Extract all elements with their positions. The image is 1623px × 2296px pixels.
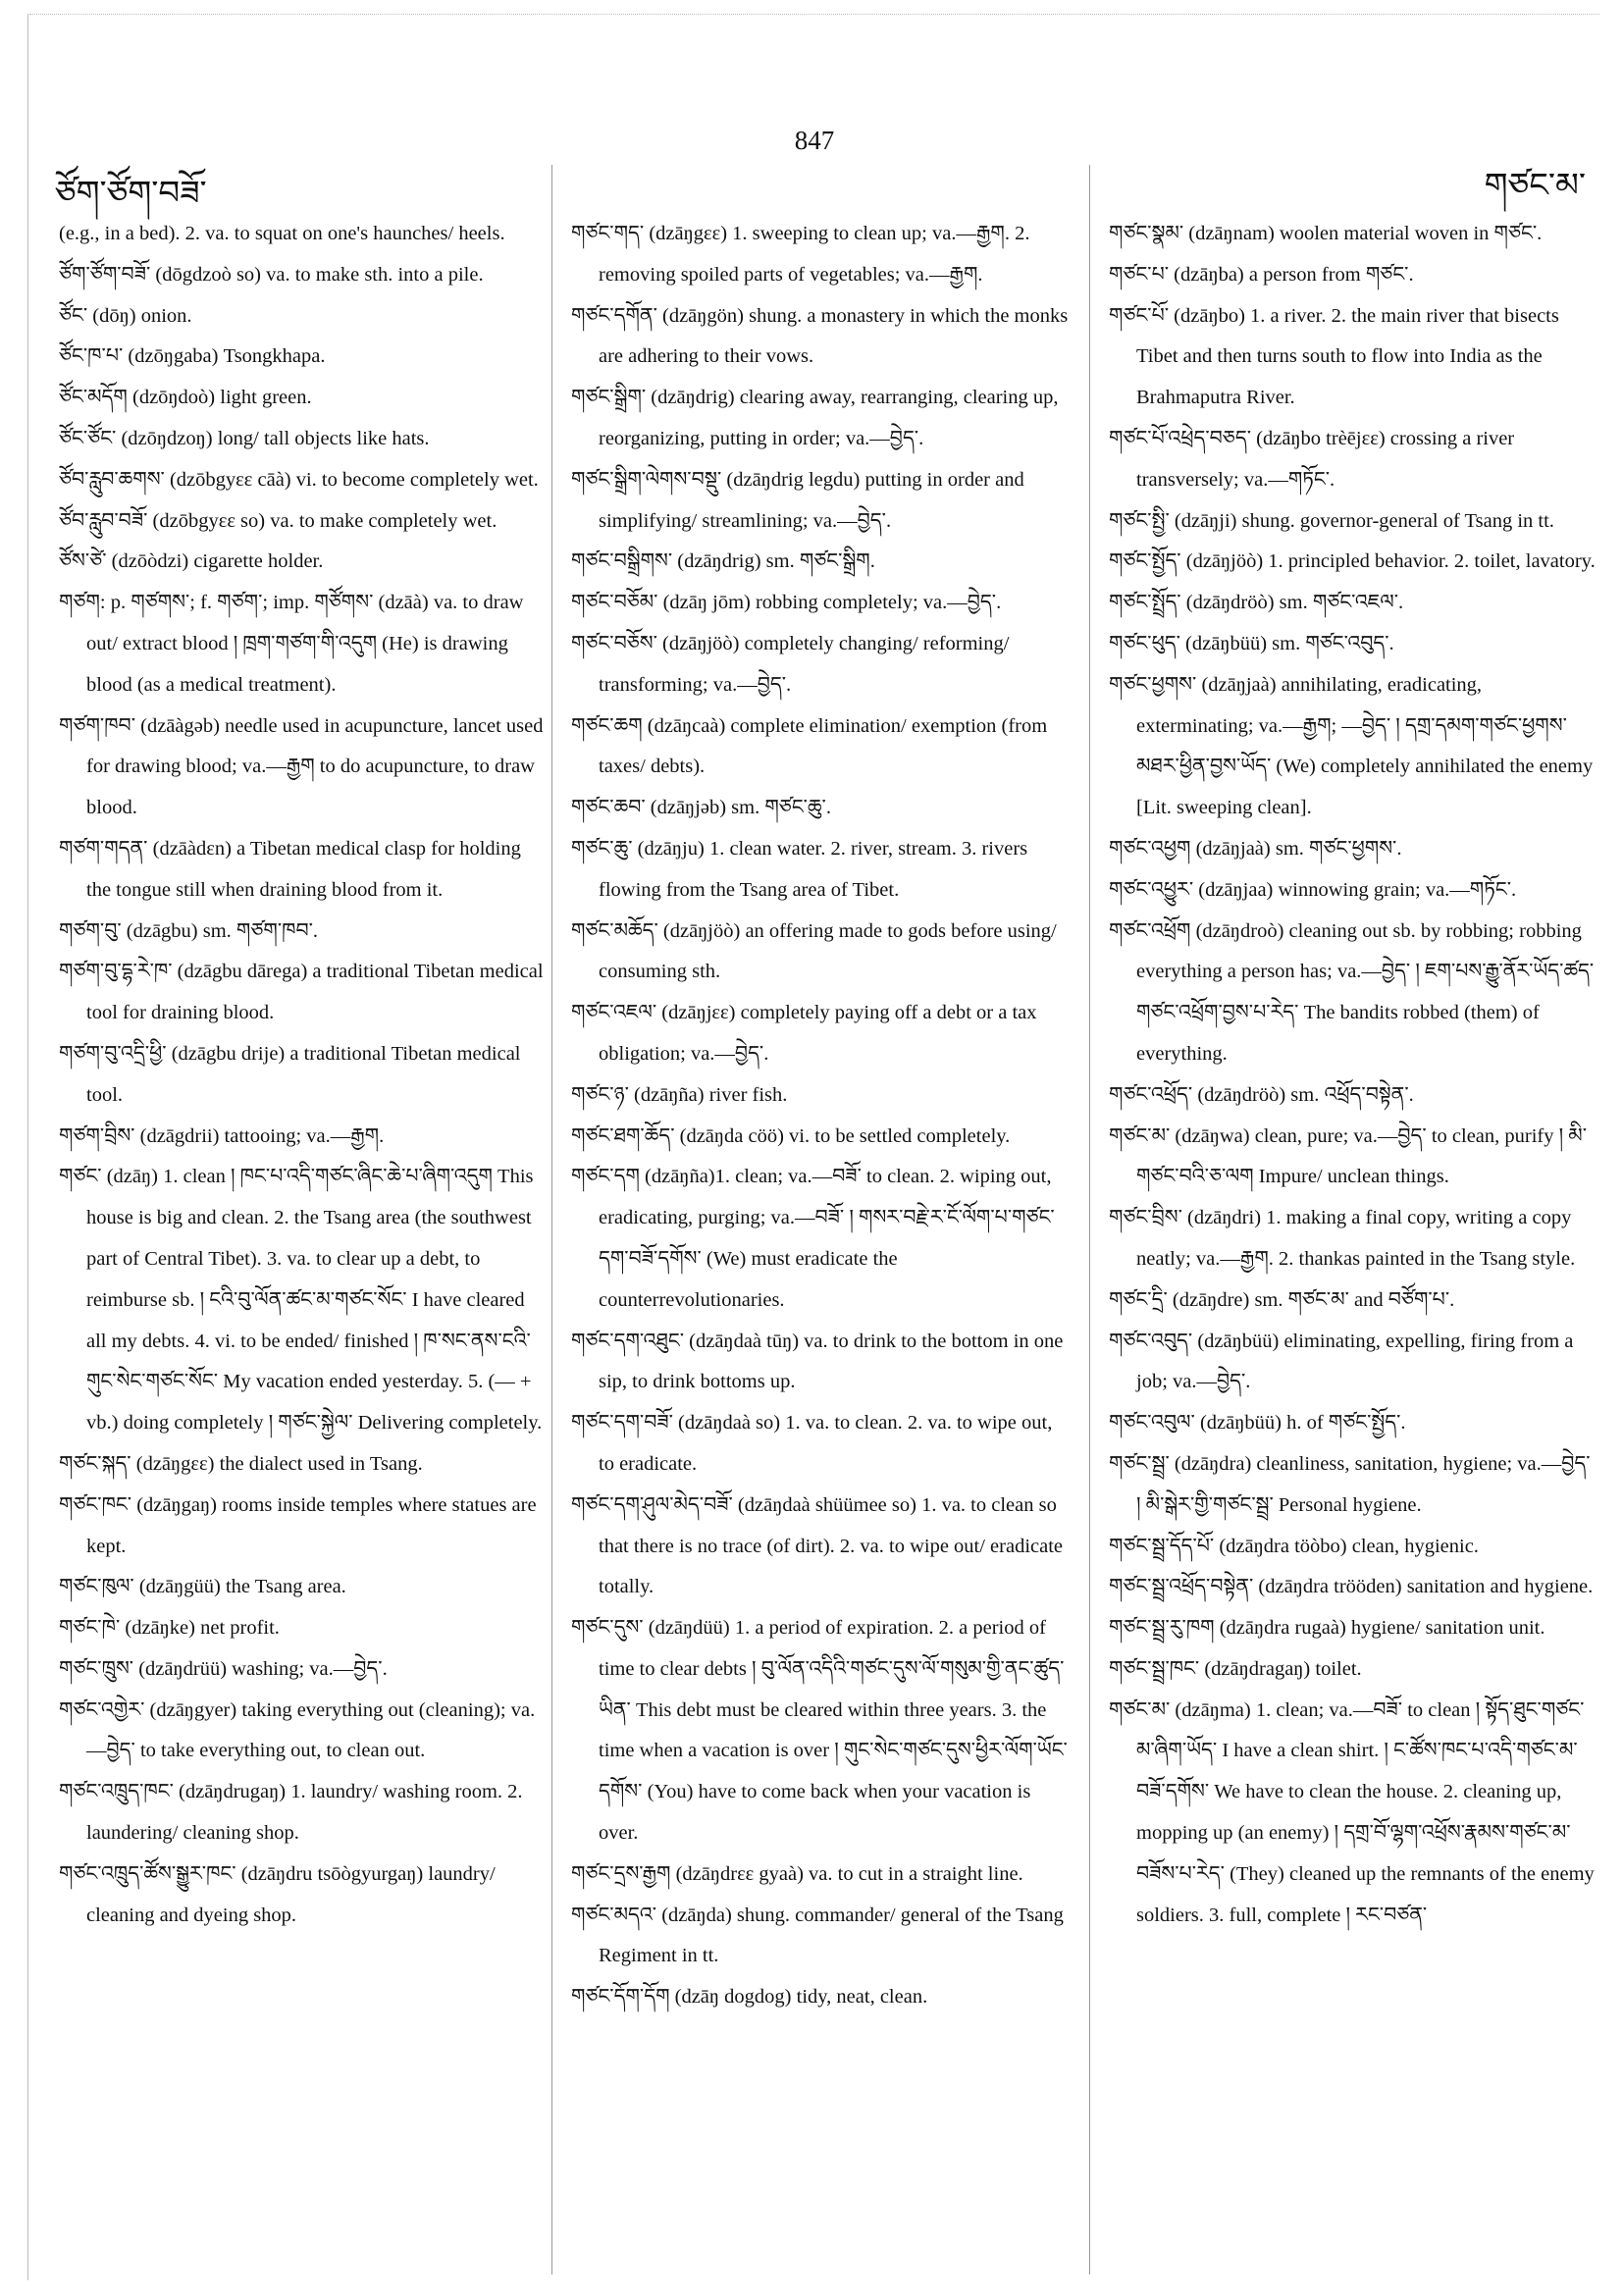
- page-header: [0, 126, 1623, 213]
- dictionary-entry: གཙང་དུས་ (dzāŋdüü) 1. a period of expiration. 2. a period of time to clear debts ། བུ་ལོན་འདིའི་གཙང་དུས་ལོ་གསུམ་གྱི་ནང་ཚུད་ཡིན་ This debt must be cleared within three years. 3. the time when a vacation is over ། གུང་སེང་གཙང་དུས་ཕྱིར་ལོག་ཡོང་དགོས་ (You) have to come back when your vacation is over.: [571, 1617, 1068, 1845]
- dictionary-entry: གཙང་ཕུད་ (dzāŋbüü) sm. གཙང་འབུད་.: [1109, 632, 1394, 654]
- dictionary-entry: ཙོང་ཙོང་ (dzōŋdzoŋ) long/ tall objects like hats.: [59, 427, 430, 449]
- right-guide-word: གཙང་མ་: [1484, 166, 1586, 205]
- dictionary-entry: གཙང་དགོན་ (dzāŋgön) shung. a monastery in which the monks are adhering to their vows.: [571, 304, 1069, 368]
- dictionary-entry: གཙང་མ་ (dzāŋma) 1. clean; va.—བཟོ་ to clean ། སྟོད་ཐུང་གཙང་མ་ཞིག་ཡོད་ I have a clean shirt. ། ང་ཚོས་ཁང་པ་འདི་གཙང་མ་བཟོ་དགོས་ We have to clean the house. 2. cleaning up, mopping up (an enemy) ། དགྲ་བོ་ལྷག་འཕྲོས་རྣམས་གཙང་མ་བཟོས་པ་རེད་ (They) cleaned up the remnants of the enemy soldiers. 3. full, complete ། རང་བཙན་: [1109, 1698, 1595, 1926]
- dictionary-entry: གཙག་བུ་ (dzāgbu) sm. གཙག་ཁབ་.: [59, 919, 319, 942]
- dictionary-entry: གཙང་འབུལ་ (dzāŋbüü) h. of གཙང་སྤྱོད་.: [1109, 1412, 1406, 1435]
- dictionary-entry: གཙང་བྲིས་ (dzāŋdri) 1. making a final copy, writing a copy neatly; va.—རྒྱག. 2. thankas painted in the Tsang style.: [1109, 1207, 1576, 1270]
- dictionary-entry: གཙང་པ་ (dzāŋba) a person from གཙང་.: [1109, 263, 1414, 286]
- dictionary-entry: གཙང་གད་ (dzāŋgεε) 1. sweeping to clean up; va.—རྒྱག. 2. removing spoiled parts of vegetables; va.—རྒྱག.: [571, 223, 1030, 286]
- dictionary-entry: གཙང་སྦྲ་རུ་ཁག (dzāŋdra rugaà) hygiene/ sanitation unit.: [1109, 1617, 1545, 1640]
- column-2: [571, 214, 1070, 2018]
- dictionary-entry: གཙང་པོ་ (dzāŋbo) 1. a river. 2. the main river that bisects Tibet and then turns south to flow into India as the Brahmaputra River.: [1109, 304, 1559, 409]
- dictionary-entry: གཙང་འཁྲུད་ཚོས་སྒྱུར་ཁང་ (dzāŋdru tsōògyurgaŋ) laundry/ cleaning and dyeing shop.: [59, 1862, 496, 1926]
- dictionary-entry: ཙོས་ཙེ་ (dzōòdzi) cigarette holder.: [59, 550, 324, 573]
- dictionary-entry: གཙང་མདའ་ (dzāŋda) shung. commander/ general of the Tsang Regiment in tt.: [571, 1904, 1064, 1967]
- dictionary-entry: གཙང་སྦྲ་འཕྲོད་བསྟེན་ (dzāŋdra trööden) sanitation and hygiene.: [1109, 1576, 1594, 1598]
- dictionary-entry: གཙང་བསྒྲིགས་ (dzāŋdrig) sm. གཙང་སྒྲིག.: [571, 550, 875, 573]
- dictionary-entry: གཙང་སྤྱོད་ (dzāŋjöò) 1. principled behavior. 2. toilet, lavatory.: [1109, 550, 1596, 573]
- dictionary-entry: གཙང་དག (dzāŋña)1. clean; va.—བཟོ་ to clean. 2. wiping out, eradicating, purging; va.—བཟོ་ ། གསར་བརྗེ་ར་ངོ་ལོག་པ་གཙང་དག་བཟོ་དགོས་ (We) must eradicate the counterrevolutionaries.: [571, 1166, 1055, 1311]
- dictionary-entry: གཙང་ཆག (dzāŋcaà) complete elimination/ exemption (from taxes/ debts).: [571, 714, 1048, 778]
- dictionary-entry: གཙང་ཁང་ (dzāŋgaŋ) rooms inside temples where statues are kept.: [59, 1493, 537, 1557]
- dictionary-entry: གཙག་བུ་དྷ་རེ་ཁ་ (dzāgbu dārega) a traditional Tibetan medical tool for draining blood.: [59, 961, 544, 1024]
- dictionary-entry: གཙང་ཆབ་ (dzāŋjəb) sm. གཙང་ཆུ་.: [571, 797, 831, 819]
- dictionary-entry: གཙང་ཁྲུས་ (dzāŋdrüü) washing; va.—བྱེད་.: [59, 1657, 388, 1680]
- dictionary-entry: ཙོབ་རླུབ་ཆགས་ (dzōbgyεε cāà) vi. to become completely wet.: [59, 468, 539, 491]
- dictionary-entry: གཙང་དག་བཟོ་ (dzāŋdaà so) 1. va. to clean. 2. va. to wipe out, to eradicate.: [571, 1412, 1053, 1475]
- dictionary-entry: གཙང་འགྱེར་ (dzāŋgyer) taking everything out (cleaning); va.—བྱེད་ to take everything out, to clean out.: [59, 1698, 536, 1762]
- dictionary-entry: གཙང་སྣམ་ (dzāŋnam) woolen material woven in གཙང་.: [1109, 223, 1543, 244]
- dictionary-entry: གཙང་བཅོས་ (dzāŋjöò) completely changing/ reforming/ transforming; va.—བྱེད་.: [571, 632, 1010, 696]
- dictionary-entry: གཙང་འཁྲུད་ཁང་ (dzāŋdrugaŋ) 1. laundry/ washing room. 2. laundering/ cleaning shop.: [59, 1781, 523, 1845]
- dictionary-entry: ཙོང་ཁ་པ་ (dzōŋgaba) Tsongkhapa.: [59, 345, 326, 368]
- dictionary-entry: གཙང་སྤྱི་ (dzāŋji) shung. governor-general of Tsang in tt.: [1109, 509, 1554, 532]
- dictionary-entry: གཙག: p. གཙགས་; f. གཙག་; imp. གཙོགས་ (dzāà) va. to draw out/ extract blood ། ཁྲག་གཙག་གི་འདུག (He) is drawing blood (as a medical treatment).: [59, 592, 524, 696]
- dictionary-entry: གཙག་ཁབ་ (dzāàgəb) needle used in acupuncture, lancet used for drawing blood; va.—རྒྱག to do acupuncture, to draw blood.: [59, 714, 544, 819]
- dictionary-entry: གཙང་འཕྱུར་ (dzāŋjaa) winnowing grain; va.—གཏོང་.: [1109, 878, 1517, 901]
- dictionary-entry: གཙང་དྲས་རྒྱག (dzāŋdrεε gyaà) va. to cut in a straight line.: [571, 1862, 1023, 1885]
- dictionary-entry: གཙང་སྐད་ (dzāŋgεε) the dialect used in Tsang.: [59, 1452, 423, 1475]
- dictionary-entry: གཙང་དག་འཐུང་ (dzāŋdaà tūŋ) va. to drink to the bottom in one sip, to drink bottoms up.: [571, 1330, 1064, 1393]
- dictionary-entry: གཙང་ (dzāŋ) 1. clean ། ཁང་པ་འདི་གཙང་ཞིང་ཆེ་པ་ཞིག་འདུག This house is big and clean. 2. the Tsang area (the southwest part of Central Tibet). 3. va. to clear up a debt, to reimburse sb. ། ངའི་བུ་ལོན་ཚང་མ་གཙང་སོང་ I have cleared all my debts. 4. vi. to be ended/ finished ། ཁ་སང་ནས་ངའི་གུང་སེང་གཙང་སོང་ My vacation ended yesterday. 5. (— + vb.) doing completely ། གཙང་སྐྱེལ་ Delivering completely.: [59, 1166, 543, 1435]
- dictionary-entry: གཙང་བཅོམ་ (dzāŋ jōm) robbing completely; va.—བྱེད་.: [571, 592, 1002, 614]
- dictionary-entry: གཙང་སྦྲ་ (dzāŋdra) cleanliness, sanitation, hygiene; va.—བྱེད་ ། མི་སྒེར་གྱི་གཙང་སྦྲ་ Personal hygiene.: [1109, 1452, 1591, 1516]
- column-divider-2: [1089, 165, 1090, 2274]
- dictionary-entry: ཙོང་མདོག (dzōŋdoò) light green.: [59, 387, 312, 409]
- dictionary-entry: ཙོབ་རླུབ་བཟོ་ (dzōbgyεε so) va. to make completely wet.: [59, 509, 497, 532]
- dictionary-entry: གཙང་ཁེ་ (dzāŋke) net profit.: [59, 1617, 280, 1640]
- dictionary-entry: ཙོང་ (dōŋ) onion.: [59, 304, 192, 327]
- column-3: [1109, 214, 1599, 1936]
- dictionary-entry: གཙང་སྒྲིག་ (dzāŋdrig) clearing away, rearranging, clearing up, reorganizing, putting in order; va.—བྱེད་.: [571, 387, 1059, 449]
- dictionary-entry: གཙག་གདན་ (dzāàdεn) a Tibetan medical clasp for holding the tongue still when draining blood from it.: [59, 837, 521, 901]
- dictionary-entry: གཙག་བུ་འདྲི་ཕྱི་ (dzāgbu drije) a traditional Tibetan medical tool.: [59, 1042, 521, 1106]
- dictionary-entry: གཙང་ཉ་ (dzāŋña) river fish.: [571, 1083, 788, 1106]
- dictionary-entry: གཙང་ཐག་ཆོད་ (dzāŋda cöö) vi. to be settled completely.: [571, 1124, 1011, 1147]
- column-1: [59, 214, 550, 1936]
- dictionary-entry: ཙོག་ཙོག་བཟོ་ (dōgdzoò so) va. to make sth. into a pile.: [59, 263, 484, 286]
- dictionary-entry: གཙང་འཕྲོད་ (dzāŋdröò) sm. འཕྲོད་བསྟེན་.: [1109, 1083, 1414, 1106]
- left-scan-border: [27, 14, 28, 2280]
- dictionary-entry: གཙང་དག་ཤུལ་མེད་བཟོ་ (dzāŋdaà shüümee so) 1. va. to clean so that there is no trace (of dirt). 2. va. to wipe out/ eradicate totally.: [571, 1493, 1064, 1598]
- dictionary-entry: གཙང་ཁུལ་ (dzāŋgüü) the Tsang area.: [59, 1576, 346, 1598]
- dictionary-entry: (e.g., in a bed). 2. va. to squat on one's haunches/ heels.: [59, 223, 505, 244]
- dictionary-entry: གཙང་དོག་དོག (dzāŋ dogdog) tidy, neat, clean.: [571, 1986, 928, 2009]
- left-guide-word: ཙོག་ཙོག་བཟོ་: [55, 174, 207, 213]
- dictionary-entry: གཙང་པོ་འཕྲེད་བཅད་ (dzāŋbo trèējεε) crossing a river transversely; va.—གཏོང་.: [1109, 427, 1515, 491]
- dictionary-entry: གཙང་སྒྲིག་ལེགས་བསྡུ་ (dzāŋdrig legdu) putting in order and simplifying/ streamlining; va.—བྱེད་.: [571, 468, 1024, 532]
- dictionary-entry: གཙག་བྲིས་ (dzāgdrii) tattooing; va.—རྒྱག.: [59, 1124, 385, 1147]
- top-scan-border: [29, 14, 1599, 15]
- dictionary-entry: གཙང་ཕྱགས་ (dzāŋjaà) annihilating, eradicating, exterminating; va.—རྒྱག; —བྱེད་ ། དགྲ་དམག་གཙང་ཕྱགས་མཐར་ཕྱིན་བྱས་ཡོད་ (We) completely annihilated the enemy [Lit. sweeping clean].: [1109, 673, 1594, 819]
- dictionary-entry: གཙང་འཇལ་ (dzāŋjεε) completely paying off a debt or a tax obligation; va.—བྱེད་.: [571, 1002, 1037, 1065]
- column-divider-1: [551, 165, 552, 2274]
- dictionary-entry: གཙང་སྤྲོད་ (dzāŋdröò) sm. གཙང་འཇལ་.: [1109, 592, 1404, 614]
- dictionary-entry: གཙང་ཆུ་ (dzāŋju) 1. clean water. 2. river, stream. 3. rivers flowing from the Tsang area of Tibet.: [571, 837, 1028, 901]
- dictionary-entry: གཙང་མཆོད་ (dzāŋjöò) an offering made to gods before using/ consuming sth.: [571, 919, 1057, 983]
- dictionary-entry: གཙང་སྦྲ་ཁང་ (dzāŋdragaŋ) toilet.: [1109, 1657, 1362, 1680]
- dictionary-entry: གཙང་འཕྲོག (dzāŋdroò) cleaning out sb. by robbing; robbing everything a person has; va.—བྱེད་ ། ཇག་པས་རྒྱུ་ནོར་ཡོད་ཚད་གཙང་འཕྲོག་བྱས་པ་རེད་ The bandits robbed (them) of everything.: [1109, 919, 1595, 1065]
- dictionary-entry: གཙང་དྲི་ (dzāŋdre) sm. གཙང་མ་ and བཙོག་པ་.: [1109, 1288, 1455, 1311]
- dictionary-entry: གཙང་འབུད་ (dzāŋbüü) eliminating, expelling, firing from a job; va.—བྱེད་.: [1109, 1330, 1574, 1393]
- dictionary-entry: གཙང་སྦྲ་དོད་པོ་ (dzāŋdra töòbo) clean, hygienic.: [1109, 1535, 1479, 1557]
- dictionary-entry: གཙང་མ་ (dzāŋwa) clean, pure; va.—བྱེད་ to clean, purify ། མི་གཙང་བའི་ཅ་ལག Impure/ unclean things.: [1109, 1124, 1588, 1188]
- dictionary-entry: གཙང་འཕྱག (dzāŋjaà) sm. གཙང་ཕྱགས་.: [1109, 837, 1402, 860]
- page-number: 847: [794, 126, 835, 155]
